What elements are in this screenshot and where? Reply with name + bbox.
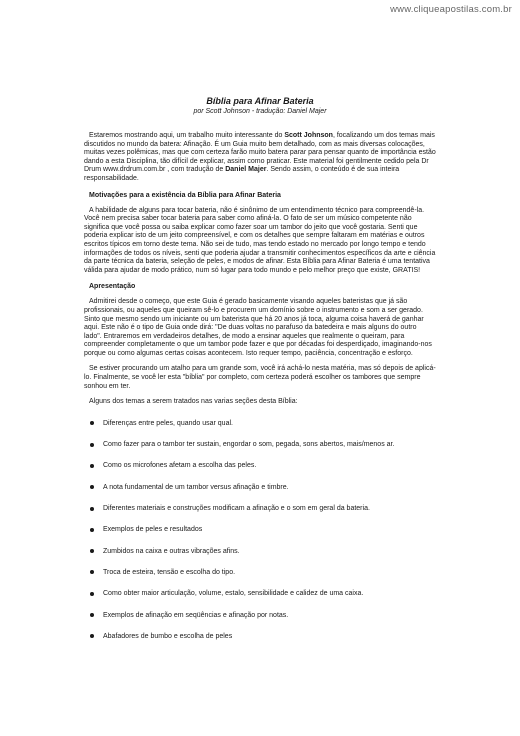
bullet-icon (90, 549, 94, 553)
bullet-icon (90, 464, 94, 468)
section-heading-motivation: Motivações para a existência da Bíblia para Afinar Bateria (89, 191, 281, 199)
list-item: Troca de esteira, tensão e escolha do tipo. (84, 568, 436, 577)
bullet-icon (90, 507, 94, 511)
list-item: A nota fundamental de um tambor versus afinação e timbre. (84, 483, 436, 492)
topics-intro: Alguns dos temas a serem tratados nas varias seções desta Bíblia: (89, 398, 298, 406)
list-item: Como fazer para o tambor ter sustain, engordar o som, pegada, sons abertos, mais/menos ar. (84, 440, 436, 449)
presentation-paragraph-1: Admitirei desde o começo, que este Guia é gerado basicamente visando aqueles bateristas que já são profissionais, ou aqueles que queiram sê-lo e procurem um domínio sobre o instrumento e som a ser gerado. Sinto que mesmo sendo um iniciante ou um baterista que há 20 anos já toca, alguma coisa haverá de ganhar aqui. Este não é o tipo de Guia onde dirá: "De duas voltas no parafuso da batedeira e mais alguns do outro lado". Entraremos em verdadeiros detalhes, de modo a ensinar aqueles que realmente o queiram, para compreender completamente o que um tambor pode fazer e que por décadas foi desperdiçado, imaginando-nos porque ou como algumas certas coisas acontecem. Isto requer tempo, paciência, concentração e esforço. (84, 298, 432, 357)
list-item: Como obter maior articulação, volume, estalo, sensibilidade e calidez de uma caixa. (84, 589, 436, 598)
bullet-icon (90, 485, 94, 489)
presentation-paragraph-2: Se estiver procurando um atalho para um grande som, você irá achá-lo nesta matéria, mas só depois de aplicá-lo. Finalmente, se você ler esta "bíblia" por completo, com certeza poderá escolher os tambores que sempre sonhou em ter. (84, 365, 436, 390)
list-item: Exemplos de afinação em seqüências e afinação por notas. (84, 611, 436, 620)
section-heading-presentation: Apresentação (89, 283, 136, 291)
bullet-icon (90, 592, 94, 596)
document-title: Bíblia para Afinar Bateria (206, 96, 314, 106)
list-item: Exemplos de peles e resultados (84, 525, 436, 534)
list-item: Diferentes materiais e construções modificam a afinação e o som em geral da bateria. (84, 504, 436, 513)
document-page (84, 96, 436, 653)
topics-list (84, 419, 436, 641)
bullet-icon (90, 421, 94, 425)
site-url[interactable]: www.cliqueapostilas.com.br (390, 4, 512, 15)
bullet-icon (90, 613, 94, 617)
bullet-icon (90, 443, 94, 447)
bullet-icon (90, 528, 94, 532)
bullet-icon (90, 634, 94, 638)
author-name: Scott Johnson (284, 132, 333, 139)
list-item: Como os microfones afetam a escolha das peles. (84, 461, 436, 470)
list-item: Diferenças entre peles, quando usar qual. (84, 419, 436, 428)
bullet-icon (90, 570, 94, 574)
intro-paragraph: Estaremos mostrando aqui, um trabalho muito interessante do Scott Johnson, focalizando um dos temas mais discutidos no mundo da batera: Afinação. É um Guia muito bem detalhado, com as mais diversas colocações, muitas vezes polêmicas, mas que com certeza farão muito batera parar para pensar quanto de importância estão dando a esta Disciplina, tão difícil de explicar, assim como praticar. Este material foi gentilmente cedido pela Dr Drum www.drdrum.com.br , com tradução de Daniel Majer. Sendo assim, o conteúdo é de sua inteira responsabilidade. (84, 132, 436, 182)
translator-name: Daniel Majer (225, 166, 267, 174)
document-subtitle: por Scott Johnson - tradução: Daniel Majer (193, 108, 327, 115)
list-item: Abafadores de bumbo e escolha de peles (84, 632, 436, 641)
motivation-paragraph: A habilidade de alguns para tocar bateria, não é sinônimo de um entendimento técnico para compreendê-la. Você nem precisa saber tocar bateria para saber como afiná-la. O fato de ser um músico competente não significa que você possa ou saiba explicar como fazer soar um tambor do jeito que você gostaria. Senti que poderia explicar isto de um jeito compreensível, e com os detalhes que sempre faltaram em matérias e outros escritos típicos em torno deste tema. Não sei de tudo, mas tendo estado no mercado por longo tempo e tendo informações de todos os níveis, senti que poderia ajudar a transmitir conhecimentos específicos da arte e ciência da parte técnica da bateria, seleção de peles, e modos de afinar. Esta Bíblia para Afinar Bateria é uma tentativa válida para ajudar de modo prático, num só lugar para todo mundo e pelo melhor preço que existe, GRATIS! (84, 206, 436, 274)
list-item: Zumbidos na caixa e outras vibrações afins. (84, 547, 436, 556)
